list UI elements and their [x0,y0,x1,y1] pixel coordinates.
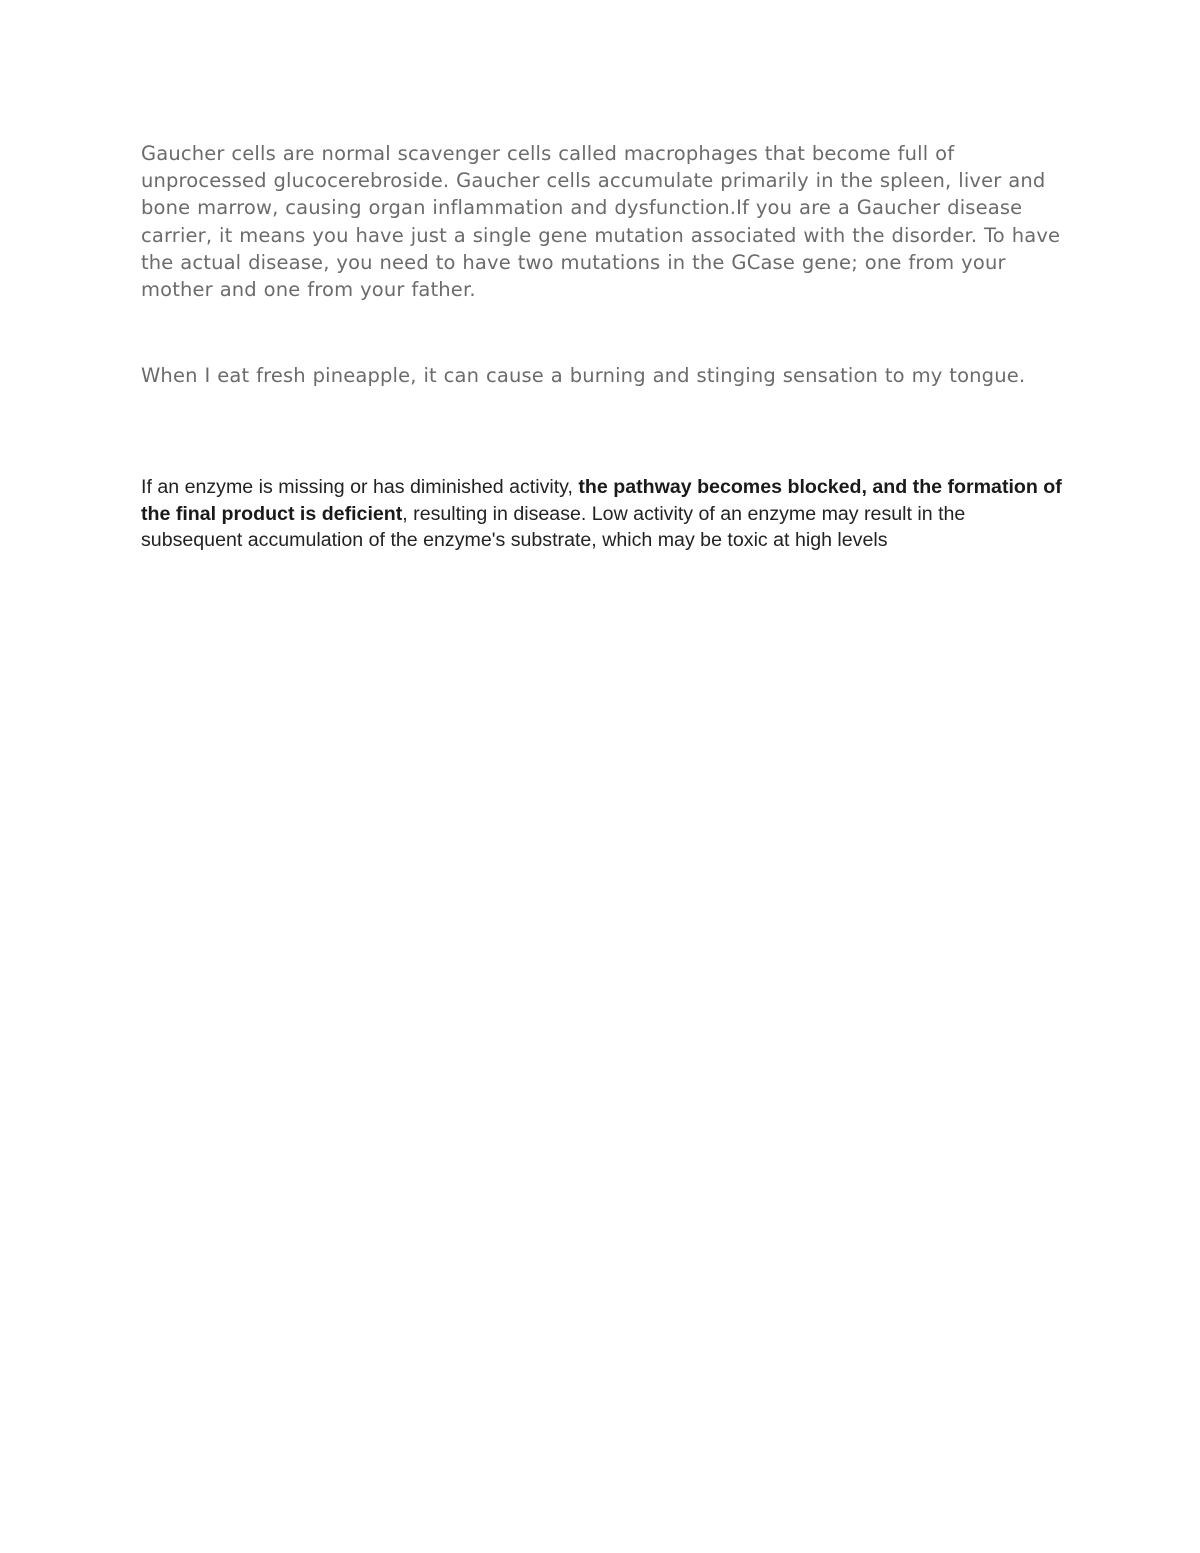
paragraph-enzyme-intro: If an enzyme is missing or has diminished activity, [141,476,579,498]
paragraph-enzyme-bold: the pathway becomes blocked, and the formation of the final product is deficient [141,476,1062,525]
paragraph-gaucher-cells: Gaucher cells are normal scavenger cells called macrophages that become full of unprocessed glucocerebroside. Gaucher cells accumulate primarily in the spleen, liver and bone marrow, causing organ inflammation and dysfunction.If you are a Gaucher disease carrier, it means you have just a single gene mutation associated with the disorder. To have the actual disease, you need to have two mutations in the GCase gene; one from your mother and one from your father. [141,142,1061,302]
paragraph-enzyme-rest: , resulting in disease. Low activity of an enzyme may result in the subsequent accumulation of the enzyme's substrate, which may be toxic at high levels [141,502,966,552]
paragraph-pineapple: When I eat fresh pineapple, it can cause a burning and stinging sensation to my tongue. [141,364,1026,387]
paragraph-enzyme [141,474,1071,554]
